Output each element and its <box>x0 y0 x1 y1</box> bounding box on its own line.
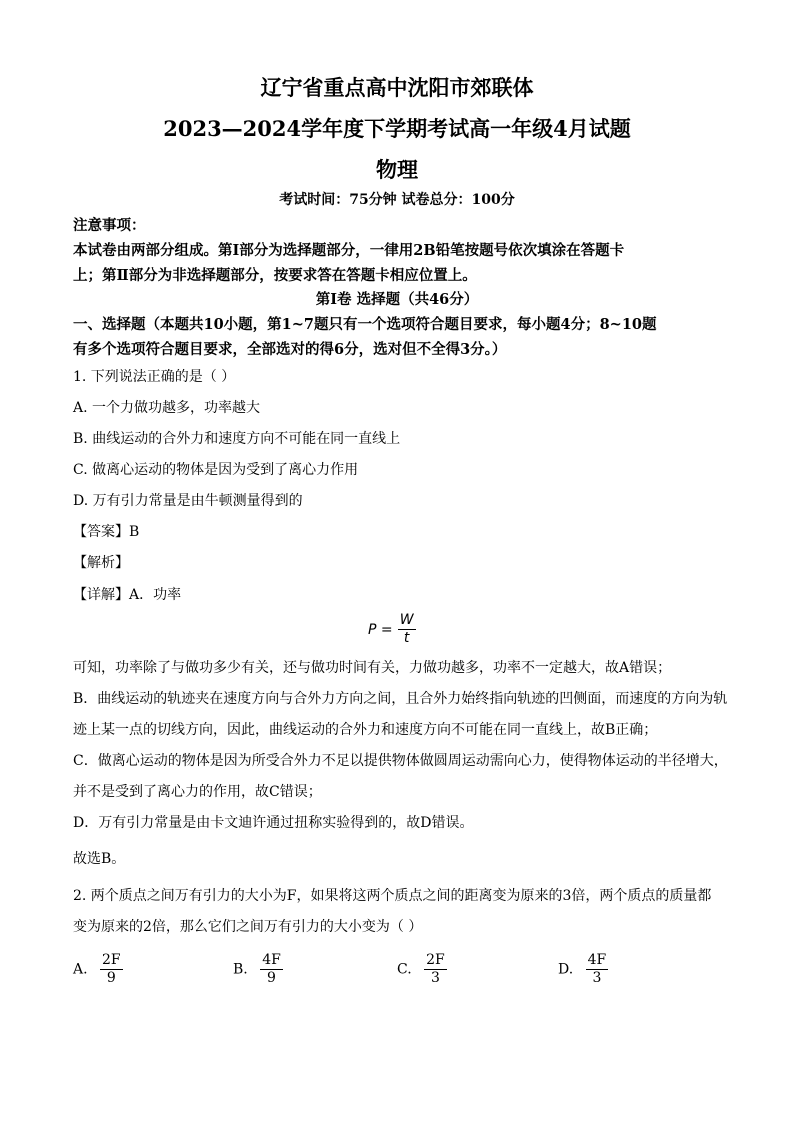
formula-numerator: W <box>399 612 414 628</box>
notes-line-1: 本试卷由两部分组成。第Ⅰ部分为选择题部分，一律用2B铅笔按题号依次填涂在答题卡 <box>73 242 625 259</box>
q2-option-d-numerator: 4F <box>587 952 607 968</box>
exam-info: 考试时间：75分钟 试卷总分：100分 <box>279 192 515 208</box>
q2-option-b <box>233 952 283 987</box>
q2-option-a-fraction <box>100 952 123 987</box>
q2-option-b-numerator: 4F <box>262 952 281 968</box>
q2-option-a-label: A. <box>73 961 88 978</box>
subject-title: 物理 <box>376 157 418 182</box>
q1-explanation-line-6: D．万有引力常量是由卡文迪许通过扭称实验得到的，故D错误。 <box>73 815 474 831</box>
part1-title: 第Ⅰ卷 选择题（共46分） <box>315 291 479 308</box>
section-instructions-line-2: 有多个选项符合题目要求，全部选对的得6分，选对但不全得3分。） <box>73 341 507 358</box>
notes-title: 注意事项： <box>73 217 146 234</box>
formula-denominator: t <box>403 630 410 646</box>
q1-explanation-line-2: B．曲线运动的轨迹夹在速度方向与合外力方向之间，且合外力始终指向轨迹的凹侧面，而速度的方向为轨 <box>73 691 728 707</box>
section-instructions-line-1: 一、选择题（本题共10小题，第1~7题只有一个选项符合题目要求，每小题4分；8~10题 <box>73 316 657 333</box>
q1-explanation-line-4: C．做离心运动的物体是因为所受合外力不足以提供物体做圆周运动需向心力，使得物体运动的半径增大， <box>73 753 728 769</box>
q2-option-c <box>397 952 447 987</box>
q1-detail-intro: 【详解】A．功率 <box>73 587 182 603</box>
q2-stem-line-1: 2. 两个质点之间万有引力的大小为F，如果将这两个质点之间的距离变为原来的3倍，两个质点的质量都 <box>73 888 712 904</box>
q2-option-a-denominator: 9 <box>106 970 116 986</box>
q2-option-a-numerator: 2F <box>102 952 121 968</box>
school-title: 辽宁省重点高中沈阳市郊联体 <box>260 75 534 100</box>
q2-option-d-label: D. <box>558 961 574 978</box>
power-formula <box>368 612 416 647</box>
q1-option-c: C. 做离心运动的物体是因为受到了离心力作用 <box>73 462 359 478</box>
q2-option-d-fraction <box>586 952 609 987</box>
q2-option-b-denominator: 9 <box>267 970 276 986</box>
q1-conclusion: 故选B。 <box>73 851 126 867</box>
q2-option-d <box>558 952 608 987</box>
q1-stem: 1. 下列说法正确的是（ ） <box>73 369 236 385</box>
q2-option-c-denominator: 3 <box>430 970 440 986</box>
q1-analysis-label: 【解析】 <box>73 555 129 571</box>
q2-option-c-label: C. <box>397 961 412 978</box>
q1-explanation-line-5: 并不是受到了离心力的作用，故C错误； <box>73 784 322 800</box>
q1-option-b: B. 曲线运动的合外力和速度方向不可能在同一直线上 <box>73 431 401 447</box>
q1-explanation-line-1: 可知，功率除了与做功多少有关，还与做功时间有关，力做功越多，功率不一定越大，故A错误； <box>73 660 672 676</box>
notes-line-2: 上；第Ⅱ部分为非选择题部分，按要求答在答题卡相应位置上。 <box>73 267 477 284</box>
q2-option-b-label: B. <box>233 961 248 978</box>
q1-explanation-line-3: 迹上某一点的切线方向，因此，曲线运动的合外力和速度方向不可能在同一直线上，故B正确； <box>73 722 658 738</box>
q2-option-a <box>73 952 123 987</box>
q2-option-c-fraction <box>424 952 447 987</box>
q1-option-d: D. 万有引力常量是由牛顿测量得到的 <box>73 493 303 509</box>
formula-fraction <box>398 612 416 647</box>
q2-option-b-fraction <box>260 952 283 987</box>
q2-stem-line-2: 变为原来的2倍，那么它们之间万有引力的大小变为（ ） <box>73 919 423 935</box>
q1-answer: 【答案】B <box>73 524 140 540</box>
q1-option-a: A. 一个力做功越多，功率越大 <box>73 400 261 416</box>
exam-title: 2023—2024学年度下学期考试高一年级4月试题 <box>163 116 631 141</box>
q2-option-d-denominator: 3 <box>592 970 602 986</box>
q2-option-c-numerator: 2F <box>426 952 445 968</box>
formula-lhs: P = <box>368 622 393 638</box>
